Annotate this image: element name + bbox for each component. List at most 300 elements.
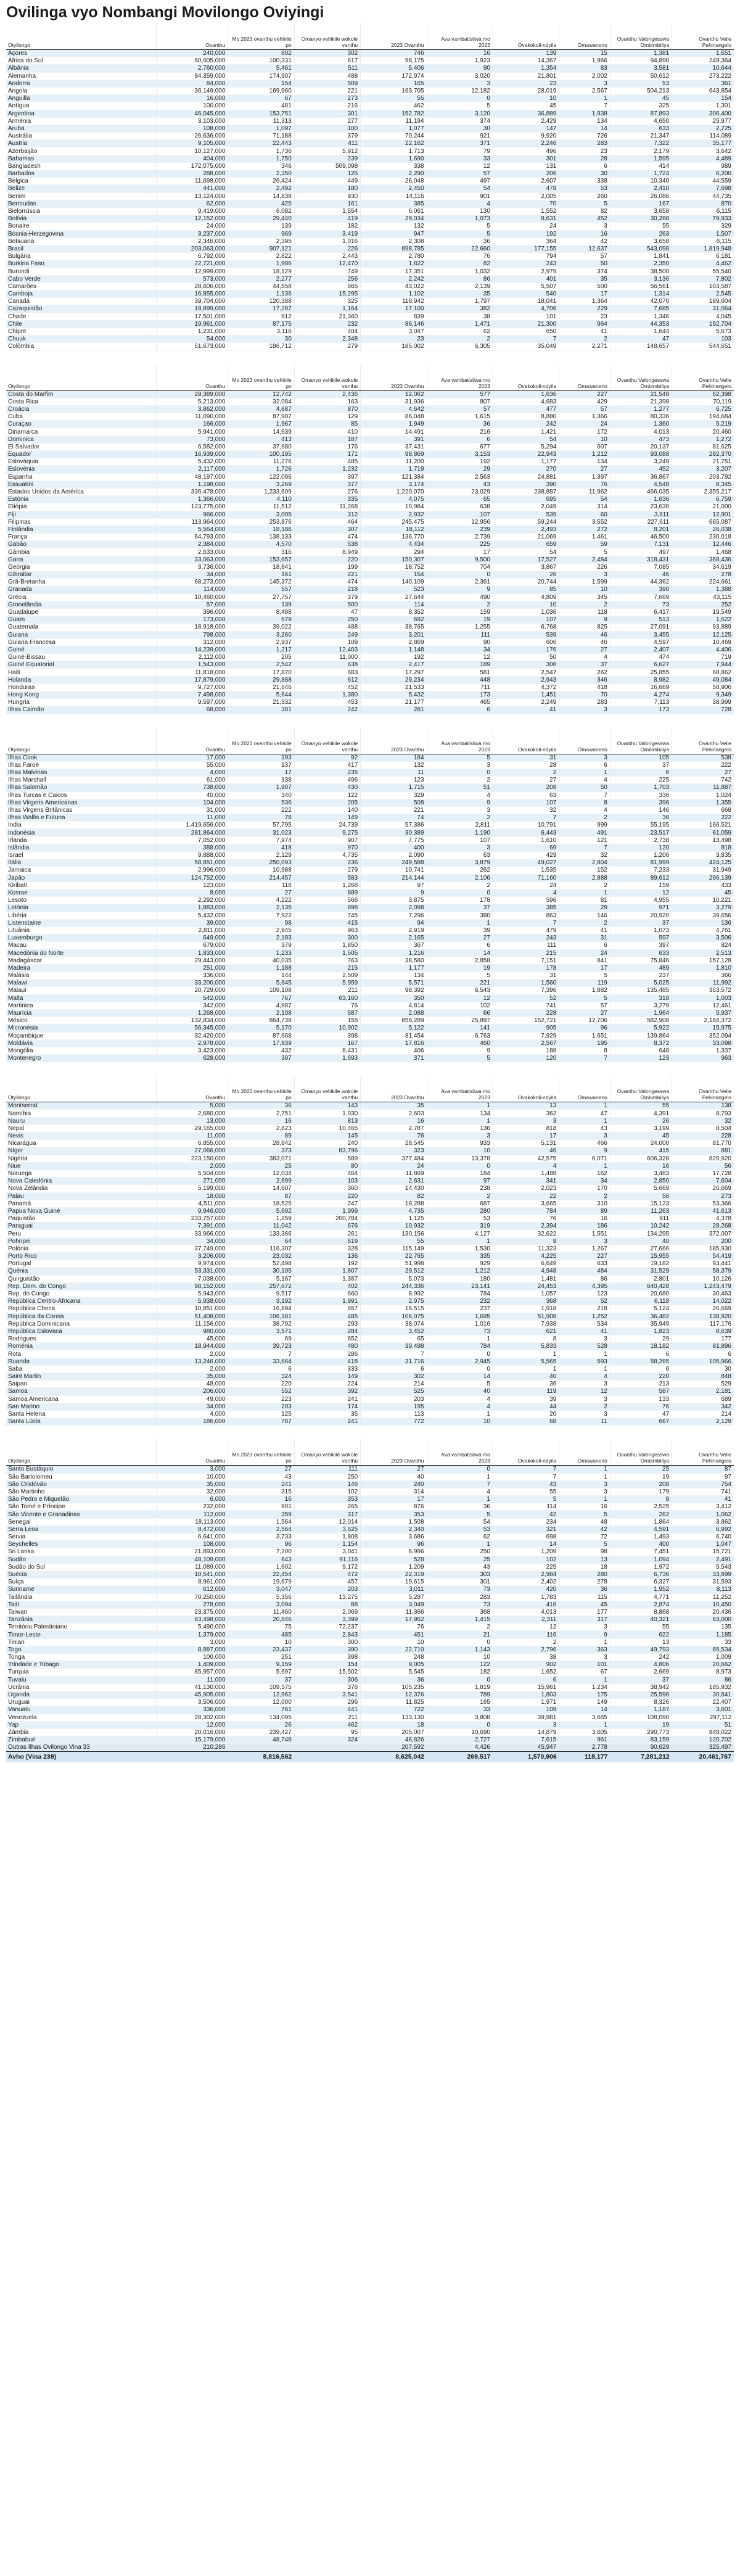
table-row [6, 699, 734, 706]
value-cell: 26,636,000 [156, 133, 228, 140]
value-cell: 23 [559, 313, 610, 320]
value-cell: 640,428 [610, 1282, 672, 1290]
table-row [6, 769, 734, 776]
value-cell: 1,719 [361, 466, 427, 473]
table-header-row [6, 728, 734, 754]
value-cell: 5,356 [228, 1593, 294, 1601]
value-cell: 5,571 [361, 980, 427, 987]
value-cell: 8,472,000 [156, 1525, 228, 1533]
value-cell: 38 [493, 1654, 559, 1661]
value-cell: 1,415 [427, 1616, 493, 1624]
value-cell: 9,946,000 [156, 1207, 228, 1215]
table-row [6, 784, 734, 791]
value-cell: 7,200 [228, 1548, 294, 1556]
table-row [6, 1140, 734, 1147]
value-cell: 6 [427, 436, 493, 443]
value-cell: 25 [427, 1556, 493, 1563]
table-row [6, 1133, 734, 1140]
country-name-cell: Guiana [6, 631, 156, 638]
value-cell: 21,177 [361, 699, 427, 706]
value-cell: 665 [294, 283, 360, 290]
value-cell: 1,073 [427, 215, 493, 223]
value-cell: 173,000 [156, 616, 228, 624]
value-cell: 253,876 [228, 518, 294, 526]
value-cell: 101 [493, 313, 559, 320]
value-cell: 18,112 [361, 526, 427, 533]
value-cell: 3 [427, 1133, 493, 1140]
value-cell: 26 [493, 571, 559, 579]
value-cell: 4 [427, 791, 493, 799]
value-cell: 85 [493, 586, 559, 593]
value-cell: 31,064 [672, 305, 734, 313]
value-cell: 68,000 [156, 706, 228, 714]
value-cell: 340 [228, 791, 294, 799]
value-cell: 18 [559, 1563, 610, 1571]
column-header: Ava vambatisilwa mo 2023 [427, 728, 493, 754]
table-row [6, 1185, 734, 1192]
value-cell: 7,131 [610, 541, 672, 548]
value-cell: 28,842 [228, 1140, 294, 1147]
value-cell: 54 [427, 185, 493, 192]
value-cell: 84,359,000 [156, 72, 228, 80]
value-cell: 5,432 [361, 691, 427, 699]
value-cell: 509,098 [294, 162, 360, 170]
value-cell: 3,206,000 [156, 1253, 228, 1260]
value-cell: 33,200,000 [156, 980, 228, 987]
table-row [6, 147, 734, 155]
value-cell: 8 [610, 1496, 672, 1503]
value-cell: 336,000 [156, 1706, 228, 1714]
value-cell: 42,070 [610, 298, 672, 305]
value-cell: 1,397 [559, 473, 610, 481]
value-cell: 633 [610, 125, 672, 132]
value-cell: 250,093 [228, 859, 294, 867]
country-name-cell: São Vicente e Granadinas [6, 1511, 156, 1518]
value-cell: 539 [493, 631, 559, 638]
value-cell: 138,920 [672, 1313, 734, 1320]
country-name-cell: Finlândia [6, 526, 156, 533]
value-cell: 11,512 [228, 503, 294, 511]
value-cell: 68,862 [672, 669, 734, 676]
value-cell: 784 [427, 1343, 493, 1350]
value-cell: 29,443,000 [156, 957, 228, 964]
value-cell: 2,417 [361, 661, 427, 669]
value-cell: 43,115 [672, 593, 734, 601]
table-row [6, 836, 734, 844]
country-name-cell: Suécia [6, 1571, 156, 1578]
total-cell: 118,177 [584, 1753, 608, 1761]
country-name-cell: Gibraltar [6, 571, 156, 579]
value-cell: 33 [672, 1638, 734, 1646]
table-row [6, 1253, 734, 1260]
value-cell: 474 [610, 654, 672, 661]
value-cell: 166,000 [156, 421, 228, 428]
value-cell: 216 [294, 102, 360, 110]
value-cell: 55 [610, 223, 672, 230]
value-cell: 415 [294, 919, 360, 927]
value-cell: 220 [294, 1192, 360, 1200]
table-row [6, 1669, 734, 1676]
value-cell: 136 [427, 1125, 493, 1132]
value-cell: 21,801 [493, 72, 559, 80]
value-cell: 93,889 [672, 624, 734, 631]
value-cell: 6 [672, 1350, 734, 1358]
value-cell: 48,748 [228, 1736, 294, 1744]
table-row [6, 676, 734, 683]
value-cell: 10,902 [294, 1025, 360, 1032]
country-name-cell: Libéria [6, 912, 156, 919]
value-cell: 4 [427, 200, 493, 207]
value-cell: 2,355,217 [672, 488, 734, 495]
country-name-cell: Níger [6, 1147, 156, 1155]
country-name-cell: Sudão [6, 1556, 156, 1563]
value-cell: 638 [427, 503, 493, 511]
value-cell: 6,071 [559, 1155, 610, 1162]
value-cell: 6,759 [672, 496, 734, 503]
country-name-cell: República Eslovaca [6, 1327, 156, 1335]
country-name-cell: Kosrae [6, 889, 156, 896]
value-cell: 54,000 [156, 336, 228, 343]
value-cell: 119 [493, 1388, 559, 1395]
value-cell: 55,540 [672, 268, 734, 275]
value-cell: 964 [559, 320, 610, 328]
value-cell: 5 [559, 548, 610, 556]
column-header: Omawaneno [559, 1076, 610, 1102]
value-cell: 120 [493, 1055, 559, 1062]
value-cell: 21,360 [294, 313, 360, 320]
value-cell: 7 [493, 919, 559, 927]
value-cell: 4 [427, 1395, 493, 1403]
value-cell: 667 [610, 1418, 672, 1426]
value-cell: 4,771 [610, 1593, 672, 1601]
value-cell: 43 [493, 1480, 559, 1488]
table-row [6, 291, 734, 298]
value-cell: 772 [361, 1418, 427, 1426]
value-cell: 3,120 [427, 110, 493, 117]
value-cell: 6,996 [361, 1548, 427, 1556]
column-header: Otyilongo [6, 728, 156, 754]
value-cell: 70,250,000 [156, 1593, 228, 1601]
value-cell: 22 [493, 1192, 559, 1200]
value-cell: 306 [294, 1676, 360, 1683]
value-cell: 123 [361, 777, 427, 784]
country-name-cell: Albânia [6, 65, 156, 72]
value-cell: 2,271 [559, 343, 610, 350]
value-cell: 24 [493, 881, 559, 889]
value-cell: 58,379 [672, 1268, 734, 1275]
value-cell: 102 [427, 1002, 493, 1009]
value-cell: 1,644 [610, 328, 672, 335]
value-cell: 30 [559, 170, 610, 178]
value-cell: 5,833 [493, 1343, 559, 1350]
value-cell: 11,818,000 [156, 669, 228, 676]
value-cell: 921 [427, 133, 493, 140]
value-cell: 374 [427, 117, 493, 125]
value-cell: 123,000 [156, 881, 228, 889]
value-cell: 240 [294, 1140, 360, 1147]
value-cell: 3,571 [228, 1327, 294, 1335]
country-name-cell: Itália [6, 859, 156, 867]
value-cell: 3,483 [610, 1170, 672, 1177]
value-cell: 33 [427, 155, 493, 162]
value-cell: 118 [228, 881, 294, 889]
value-cell: 1,803 [493, 1691, 559, 1698]
value-cell: 9 [427, 1047, 493, 1054]
country-name-cell: Guiné Equatorial [6, 661, 156, 669]
country-name-cell: República da Coreia [6, 1313, 156, 1320]
value-cell: 19 [610, 1721, 672, 1728]
value-cell: 224 [294, 1381, 360, 1388]
country-name-cell: Rep. Dem. do Congo [6, 1282, 156, 1290]
country-name-cell: São Tomé e Príncipe [6, 1503, 156, 1511]
value-cell: 2,547 [493, 669, 559, 676]
country-name-cell: Grã-Bretanha [6, 579, 156, 586]
value-cell: 593 [559, 1358, 610, 1365]
value-cell: 538 [672, 754, 734, 761]
value-cell: 239 [427, 526, 493, 533]
value-cell: 55 [361, 1237, 427, 1245]
value-cell: 1,615 [427, 413, 493, 421]
value-cell: 2,129 [228, 852, 294, 859]
value-cell: 59,244 [493, 518, 559, 526]
value-cell: 17,287 [228, 305, 294, 313]
value-cell: 31,023 [228, 829, 294, 836]
value-cell: 3,862 [672, 1518, 734, 1525]
value-cell: 4,378 [672, 1215, 734, 1223]
table-row [6, 1534, 734, 1541]
value-cell: 24,000 [610, 1140, 672, 1147]
value-cell: 36 [427, 237, 493, 245]
column-header: Omawaneno [559, 1439, 610, 1466]
value-cell: 397 [610, 942, 672, 949]
value-cell: 371 [427, 140, 493, 147]
value-cell: 170 [559, 1185, 610, 1192]
value-cell: 652 [294, 1335, 360, 1343]
value-cell: 6 [427, 706, 493, 714]
value-cell: 2,943 [493, 676, 559, 683]
value-cell: 11,887 [672, 784, 734, 791]
country-name-cell: Bermudas [6, 200, 156, 207]
value-cell: 111 [294, 1466, 360, 1473]
table-row [6, 80, 734, 87]
value-cell: 11,313 [228, 117, 294, 125]
value-cell: 5,507 [493, 283, 559, 290]
value-cell: 130,156 [361, 1230, 427, 1237]
value-cell: 1,212 [559, 451, 610, 458]
value-cell: 316 [228, 548, 294, 556]
table-row [6, 1200, 734, 1207]
value-cell: 3 [559, 223, 610, 230]
value-cell: 3 [427, 806, 493, 814]
table-row [6, 336, 734, 343]
table-row [6, 1125, 734, 1132]
column-header: Ava vambatisilwa mo 2023 [427, 1076, 493, 1102]
value-cell: 606 [493, 638, 559, 646]
country-name-cell: Bulgária [6, 253, 156, 260]
value-cell: 2,242 [361, 275, 427, 283]
country-name-cell: Grécia [6, 593, 156, 601]
value-cell: 301 [228, 706, 294, 714]
value-cell: 100,000 [156, 1654, 228, 1661]
value-cell: 1,599 [559, 579, 610, 586]
value-cell: 214,144 [361, 874, 427, 881]
value-cell: 4,806 [610, 1661, 672, 1669]
value-cell: 17 [559, 291, 610, 298]
country-name-cell: Cabo Verde [6, 275, 156, 283]
value-cell: 14,022 [672, 1298, 734, 1305]
value-cell: 2,436 [294, 390, 360, 398]
value-cell: 7,085 [610, 563, 672, 571]
value-cell: 3 [559, 1237, 610, 1245]
value-cell: 300 [294, 935, 360, 942]
value-cell: 1 [559, 1162, 610, 1170]
value-cell: 1,471 [427, 320, 493, 328]
value-cell: 43,022 [361, 283, 427, 290]
value-cell: 424,125 [672, 859, 734, 867]
value-cell: 12,152,000 [156, 215, 228, 223]
value-cell: 251,000 [156, 964, 228, 972]
table-row [6, 65, 734, 72]
table-row [6, 852, 734, 859]
value-cell: 415 [610, 1147, 672, 1155]
value-cell: 286 [294, 1350, 360, 1358]
value-cell: 10,465 [294, 1125, 360, 1132]
value-cell: 174 [294, 1403, 360, 1410]
value-cell: 134 [559, 458, 610, 466]
value-cell: 963 [294, 927, 360, 934]
value-cell: 5,122 [361, 1025, 427, 1032]
value-cell: 45,947 [493, 1744, 559, 1751]
table-row [6, 1548, 734, 1556]
value-cell: 5,124 [610, 1305, 672, 1313]
value-cell: 27 [228, 889, 294, 896]
value-cell: 3,867 [493, 563, 559, 571]
value-cell: 27,644 [361, 593, 427, 601]
country-name-cell: República Dominicana [6, 1320, 156, 1327]
value-cell: 2,395 [228, 237, 294, 245]
value-cell: 3,116 [228, 328, 294, 335]
value-cell: 1,097 [228, 125, 294, 132]
value-cell: 82 [559, 207, 610, 215]
value-cell: 406 [361, 1047, 427, 1054]
value-cell: 1,234 [559, 1683, 610, 1691]
country-name-cell: Uganda [6, 1691, 156, 1698]
value-cell: 306 [493, 661, 559, 669]
value-cell: 14 [559, 1706, 610, 1714]
value-cell: 391 [361, 436, 427, 443]
value-cell: 5,131 [493, 1140, 559, 1147]
value-cell: 6,181 [672, 253, 734, 260]
value-cell: 7,615 [493, 1736, 559, 1744]
value-cell: 711 [427, 683, 493, 691]
value-cell: 192 [493, 230, 559, 237]
value-cell: 21,398 [610, 398, 672, 405]
value-cell: 4,887 [228, 1002, 294, 1009]
value-cell: 3,601 [672, 1706, 734, 1714]
value-cell: 87,893 [610, 110, 672, 117]
value-cell: 159 [427, 608, 493, 616]
column-header: Ovanthu [156, 23, 228, 50]
value-cell: 341 [493, 1178, 559, 1185]
value-cell: 53 [427, 1525, 493, 1533]
value-cell: 243 [493, 260, 559, 268]
value-cell: 7 [493, 1466, 559, 1473]
value-cell: 32,000 [156, 1488, 228, 1495]
value-cell: 132,834,000 [156, 1017, 228, 1025]
value-cell: 11,992 [672, 980, 734, 987]
value-cell: 20,137 [610, 443, 672, 450]
table-row [6, 162, 734, 170]
value-cell: 79,933 [672, 215, 734, 223]
value-cell: 704 [427, 563, 493, 571]
value-cell: 448 [427, 676, 493, 683]
country-name-cell: Camboja [6, 291, 156, 298]
value-cell: 46 [559, 631, 610, 638]
value-cell: 5 [427, 1055, 493, 1062]
value-cell: 51,408,000 [156, 1313, 228, 1320]
value-cell: 57,795 [228, 822, 294, 829]
value-cell: 1,713 [361, 147, 427, 155]
value-cell: 2,760,000 [156, 65, 228, 72]
value-cell: 114,000 [156, 586, 228, 593]
column-header: Omawaneno [559, 23, 610, 50]
value-cell: 3,552 [559, 518, 610, 526]
value-cell: 8,887,000 [156, 1646, 228, 1653]
value-cell: 504,213 [610, 87, 672, 94]
value-cell: 2,542 [228, 661, 294, 669]
value-cell: 452 [559, 215, 610, 223]
value-cell: 4,955 [610, 897, 672, 904]
value-cell: 122,096 [228, 473, 294, 481]
country-name-cell: Tinian [6, 1638, 156, 1646]
value-cell: 27 [559, 466, 610, 473]
value-cell: 1,209 [361, 1563, 427, 1571]
value-cell: 200,784 [294, 1215, 360, 1223]
value-cell: 76 [361, 1133, 427, 1140]
value-cell: 0 [427, 1365, 493, 1373]
value-cell: 7 [559, 102, 610, 110]
country-name-cell: Islândia [6, 844, 156, 851]
value-cell: 5,543 [672, 1563, 734, 1571]
value-cell: 49,027 [493, 859, 559, 867]
value-cell: 4,735 [361, 1207, 427, 1215]
value-cell: 100,000 [156, 102, 228, 110]
value-cell: 87 [228, 1192, 294, 1200]
value-cell: 864,738 [228, 1017, 294, 1025]
value-cell: 27 [361, 1466, 427, 1473]
value-cell: 496 [294, 777, 360, 784]
table-row [6, 942, 734, 949]
country-name-cell: Rota [6, 1350, 156, 1358]
value-cell: 3 [559, 1624, 610, 1631]
value-cell: 5,959 [294, 980, 360, 987]
value-cell: 1,938 [559, 110, 610, 117]
value-cell: 10 [493, 601, 559, 608]
country-name-cell: El Salvador [6, 443, 156, 450]
value-cell: 9,517 [228, 1290, 294, 1297]
value-cell: 9,105,000 [156, 140, 228, 147]
value-cell: 29,512 [361, 1268, 427, 1275]
value-cell: 9 [559, 616, 610, 624]
value-cell: 117,176 [672, 1320, 734, 1327]
value-cell: 241 [228, 1480, 294, 1488]
table-row [6, 268, 734, 275]
value-cell: 131 [493, 162, 559, 170]
value-cell: 5,170 [228, 1025, 294, 1032]
value-cell: 126 [294, 170, 360, 178]
value-cell: 16,000 [156, 95, 228, 102]
value-cell: 401 [493, 275, 559, 283]
